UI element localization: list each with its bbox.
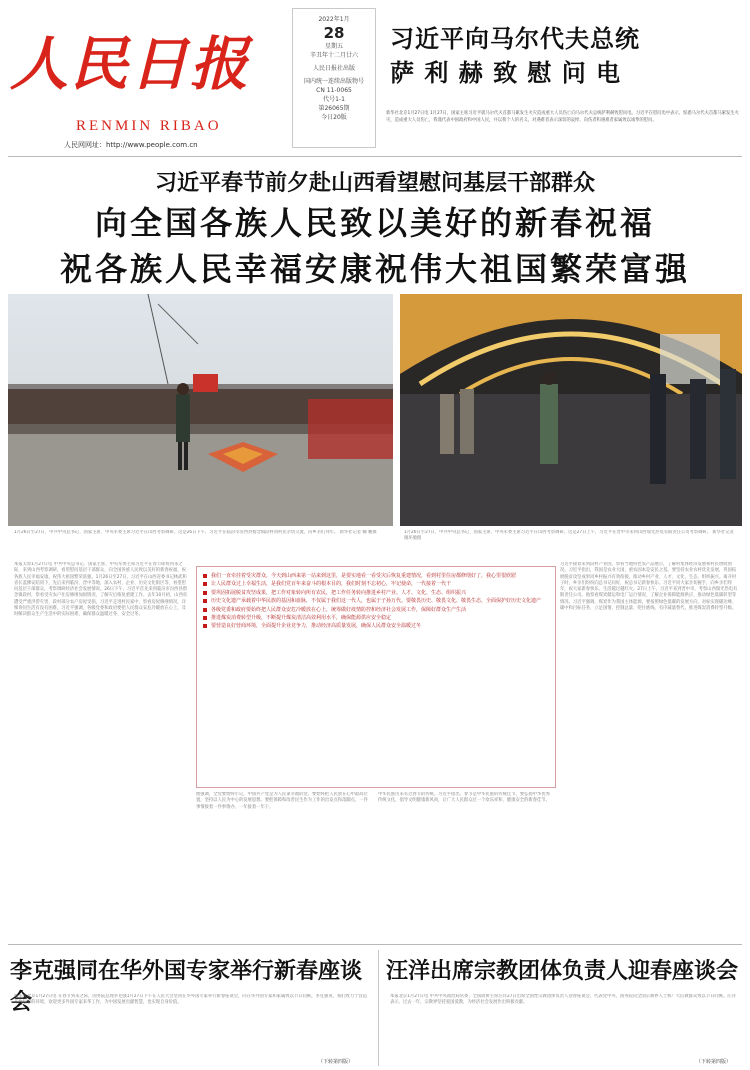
bottom-right-headline[interactable]: 汪洋出席宗教团体负责人迎春座谈会 [386, 958, 739, 984]
article-col-1: 本报太原1月27日电 中共中央总书记、国家主席、中央军委主席习近平在春节即将到来之际，来到山西考察调研，看望慰问基层干部群众，向全国各族人民致以美好的新春祝福，祝各族人民幸福安康，祝伟大祖国繁荣富强。1月26日至27日，习近平在山西省委书记林武和省长蓝佛安陪同下，先后来到临汾、晋中等地，深入农村、企业、历史文化街区等，看望慰问基层干部群众，考察调研经济社会发展情况。26日下午，习近平首先来到临汾市汾西县僧念镇段村，察看受灾农户住房修缮加固情况，了解灾后恢复重建工作。去年10月初，山西省遭受严重洪涝灾害，段村部分农户房屋受损。习近平走进村民家中，察看房屋修缮情况，详细询问生活有没有困难。习近平强调，各级党委和政府要把人民群众安危冷暖放在心上，及时解决群众生产生活中的实际困难，确保群众温暖过冬、安全过冬。 [14, 562, 188, 618]
quote-highlights-box [196, 566, 556, 788]
masthead-divider [8, 156, 742, 157]
bottom-divider [8, 944, 742, 945]
lead-photo-left[interactable] [8, 294, 393, 526]
quote-item: 历史文化遗产承载着中华民族的基因和血脉，不仅属于我们这一代人，也属于子孙万代。要敬畏历史、敬畏文化、敬畏生态，全面保护好历史文化遗产 [211, 598, 549, 604]
bottom-left-headline[interactable]: 李克强同在华外国专家举行新春座谈会 [10, 958, 363, 1015]
right-story-body: 新华社北京1月27日电 1月27日，国家主席习近平就马尔代夫首都马累发生火灾造成重大人员伤亡向马尔代夫总统萨利赫致慰问电。习近平在慰问电中表示，惊悉马尔代夫首都马累发生火灾，造成重大人员伤亡，我谨代表中国政府和中国人民，并以我个人的名义，对遇难者表示深切的哀悼，向伤者和遇难者家属致以诚挚的慰问。 [386, 111, 739, 123]
date-year-month: 2022年1月 [318, 16, 350, 23]
page-count: 今日20版 [321, 114, 347, 121]
issue-number: 第26065期 [318, 105, 350, 112]
postal-code: 代号1-1 [323, 96, 345, 103]
publisher: 人民日报社出版 [312, 65, 355, 72]
quote-item: 要巩固拓展脱贫攻坚成果，把工作对象转向所有农民，把工作任务转向推进乡村产业、人才、文化、生态、组织振兴 [211, 590, 549, 596]
right-photo-caption: 1月26日至27日，中共中央总书记、国家主席、中央军委主席习近平在山西考察调研。这是27日上午，习近平在晋中市来到山西瑞光热电有限责任公司考察调研。 新华社记者 谢环驰摄 [404, 530, 734, 541]
bottom-left-continued[interactable]: （下转第四版） [318, 1059, 354, 1065]
left-photo-caption: 1月26日至27日，中共中央总书记、国家主席、中央军委主席习近平在山西考察调研。这是26日下午，习近平在临汾市汾西县僧念镇段村同村民亲切交流，向乡亲们拜年。 新华社记者 鞠 鹏摄 [14, 530, 377, 535]
bottom-left-body: 新华社北京1月27日电 在春节到来之际，国务院总理李克强1月27日下午在人民大会堂同在华外国专家举行新春座谈会，向在华外国专家和家属致以节日问候。李克强说，我们致力于营造开放包容的环境，欢迎更多外国专家来华工作，为中国发展贡献智慧，也实现自身价值。 [14, 994, 367, 1006]
article-col-2: 他强调，全党要始终牢记，中国共产党是为人民谋幸福的党，要始终把人民放在心中最高位置，坚持以人民为中心的发展思想。要把保障和改善民生作为工作的出发点和落脚点，一件事情接着一件事情办，一年接着一年干。 [196, 792, 368, 810]
masthead-title: 人民日报 [10, 30, 251, 98]
date-day: 28 [323, 24, 345, 42]
date-weekday: 星期五 [324, 43, 343, 50]
date-box [292, 8, 376, 148]
date-lunar: 辛丑年十二月廿六 [309, 52, 358, 59]
issn: CN 11-0065 [316, 87, 352, 94]
right-story-title-line2: 萨 利 赫 致 慰 问 电 [390, 58, 622, 87]
cn-code-label: 国内统一连续出版物号 [303, 78, 364, 85]
lead-headline-line2[interactable]: 祝各族人民幸福安康祝伟大祖国繁荣富强 [59, 250, 690, 288]
masthead-roman: RENMIN RIBAO [76, 118, 222, 134]
bottom-column-divider [378, 950, 379, 1066]
bottom-right-continued[interactable]: （下转第四版） [696, 1059, 732, 1065]
masthead-website: 人民网网址：http://www.people.com.cn [64, 141, 198, 149]
article-col-3: 中华民族历来有过春节的传统。习近平指出，春节是中华民族的传统佳节，要弘扬中华优秀传统文化，倡导文明健康新风尚，让广大人民群众过一个欢乐祥和、健康安全的新春佳节。 [378, 792, 550, 804]
quote-item: 我们一直牵挂着受灾群众，今天到山西来第一站来到这里，是要实地看一看受灾后恢复重建情况，看到村里住房都修缮好了，我心里很欣慰 [211, 573, 549, 579]
quote-item: 要营造良好营商环境，全面提升企业竞争力，推动经济高质量发展，确保人民群众安全温暖过冬 [211, 623, 549, 629]
quote-item: 让人民群众过上幸福生活，是我们党百年来奋斗的根本目的，我们时刻不忘初心，牢记使命，一代接着一代干 [211, 581, 549, 587]
quote-item: 推进煤炭消费转型升级，不断提升煤炭清洁高效利用水平，确保能源供应安全稳定 [211, 615, 549, 621]
article-col-4: 习近平接着来到段村产业园，察看当地特色农产品展示，了解村集体经济发展和村民增收情况。习近平指出，我国是农业大国，重农固本是安民之基。要坚持农业农村优先发展，巩固拓展脱贫攻坚成果同乡村振兴有效衔接，推动乡村产业、人才、文化、生态、组织振兴。离开村子时，乡亲们纷纷向总书记问好，祝总书记新春快乐。习近平同大家亲切握手，向乡亲们拜年，祝大家新春快乐、生活越过越红火。27日上午，习近平来到晋中市，考察山西瑞光热电有限责任公司。他察看煤炭储运和电厂运行情况，了解企业保障能源供应、推动绿色低碳转型等情况。习近平强调，煤炭作为我国主体能源，要按照绿色低碳的发展方向，对标实现碳达峰、碳中和目标任务，立足国情、控制总量、兜住底线，有序减量替代，推进煤炭消费转型升级。 [560, 562, 738, 612]
right-story-title[interactable] [390, 22, 640, 90]
bottom-right-body: 本报北京1月27日电 中共中央政治局常委、全国政协主席汪洋27日出席全国性宗教团体负责人迎春座谈会，代表党中央、国务院向全国宗教界人士和广大信教群众致以节日问候。汪洋表示，过去一年，宗教界坚持爱国爱教，为经济社会发展作出积极贡献。 [390, 994, 736, 1006]
lead-photo-right[interactable] [400, 294, 742, 526]
lead-headline-line1[interactable]: 向全国各族人民致以美好的新春祝福 [94, 204, 655, 242]
lead-kicker: 习近平春节前夕赴山西看望慰问基层干部群众 [154, 170, 595, 196]
right-story-title-line1: 习近平向马尔代夫总统 [390, 24, 640, 53]
quote-item: 各级党委和政府要始终把人民群众安危冷暖放在心上，统筹做好疫情防控和经济社会发展工作，保障好群众生产生活 [211, 607, 549, 613]
